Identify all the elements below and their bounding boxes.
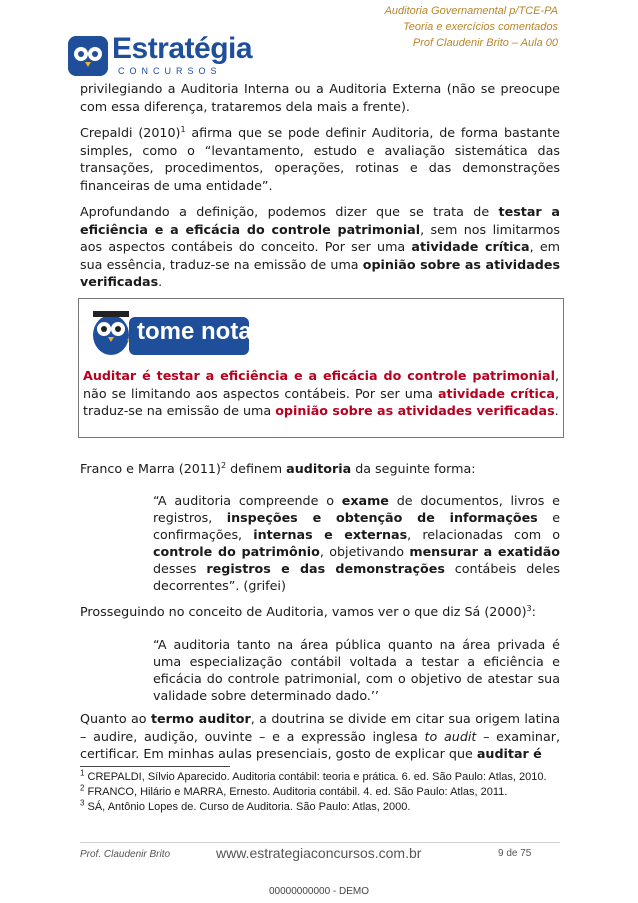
- logo-subtitle: CONCURSOS: [118, 66, 222, 76]
- paragraph-auditor: Quanto ao termo auditor, a doutrina se divide em citar sua origem latina – audire, audição, ouvinte – e a expressão inglesa to audit – examinar, certificar. Em minhas aulas presenciais, gosto de explicar que auditar é: [80, 711, 560, 761]
- note-text: Auditar é testar a eficiência e a eficácia do controle patrimonial, não se limitando aos aspectos contábeis. Por ser uma atividade crítica, traduz-se na emissão de uma opinião sobre as atividades verificadas.: [83, 368, 560, 418]
- footer-divider: [80, 842, 560, 843]
- quote-franco: “A auditoria compreende o exame de documentos, livros e registros, inspeções e obtenção de informações e confirmações, internas e externas, relacionadas com o controle do patrimônio, objetivando mensurar a exatidão desses registros e das demonstrações contábeis deles decorrentes”. (grifei): [153, 493, 561, 593]
- demo-watermark: 00000000000 - DEMO: [268, 886, 370, 897]
- course-title: Auditoria Governamental p/TCE-PA: [384, 5, 558, 17]
- note-box: [78, 298, 564, 438]
- page-number: 9 de 75: [498, 848, 532, 859]
- tome-nota-title: tome nota!: [137, 318, 260, 345]
- footnote-divider: [80, 766, 230, 767]
- paragraph-1: privilegiando a Auditoria Interna ou a Auditoria Externa (não se preocupe com essa diferença, trataremos dela mais a frente).: [80, 81, 560, 114]
- paragraph-definition: Aprofundando a definição, podemos dizer que se trata de testar a eficiência e a eficácia do controle patrimonial, sem nos limitarmos aos aspectos contábeis do conceito. Por ser uma atividade crítica, em sua essência, traduz-se na emissão de uma opinião sobre as atividades verificadas.: [80, 204, 560, 289]
- footnote-ref-2[interactable]: 2: [220, 460, 227, 470]
- paragraph-franco: Franco e Marra $(2011)^2$ definem auditoria da seguinte forma:: [80, 460, 476, 476]
- footer-site-link[interactable]: www.estrategiaconcursos.com.br: [216, 845, 422, 861]
- footnote-1: $^1$ CREPALDI, Sílvio Aparecido. Auditoria contábil: teoria e prática. 6. ed. São Paulo: Atlas, 2010.: [80, 768, 547, 783]
- quote-sa: “A auditoria tanto na área pública quanto na área privada é uma especialização contábil voltada a testar a eficiência e eficácia do controle patrimonial, com o objetivo de atestar sua validade sobre determinado dado.’’: [153, 637, 560, 703]
- footnote-3: $^3$ SÁ, Antônio Lopes de. Curso de Auditoria. São Paulo: Atlas, 2000.: [80, 798, 411, 813]
- course-subtitle: Teoria e exercícios comentados: [403, 21, 558, 33]
- course-header: [385, 3, 558, 51]
- logo-wordmark: Estratégia: [112, 32, 253, 65]
- course-lesson: Prof Claudenir Brito – Aula 00: [412, 37, 558, 49]
- footnotes: [80, 770, 560, 815]
- footer-author: Prof. Claudenir Brito: [80, 849, 171, 860]
- paragraph-sa: Prosseguindo no conceito de Auditoria, vamos ver o que diz Sá $(2000)^3$:: [80, 603, 536, 619]
- paragraph-crepaldi: Crepaldi $(2010)^1$ afirma que se pode definir Auditoria, de forma bastante simples, como o “levantamento, estudo e avaliação sistemática das transações, procedimentos, operações, rotinas e das demonstrações financeiras de uma entidade”.: [80, 124, 560, 193]
- footnote-ref-1[interactable]: 1: [180, 124, 186, 134]
- footnote-ref-3[interactable]: 3: [526, 603, 532, 613]
- estrategia-logo: [66, 32, 253, 78]
- owl-icon: [66, 34, 110, 78]
- footnote-2: $^2$ FRANCO, Hilário e MARRA, Ernesto. Auditoria contábil. 4. ed. São Paulo: Atlas, 2011.: [80, 783, 508, 798]
